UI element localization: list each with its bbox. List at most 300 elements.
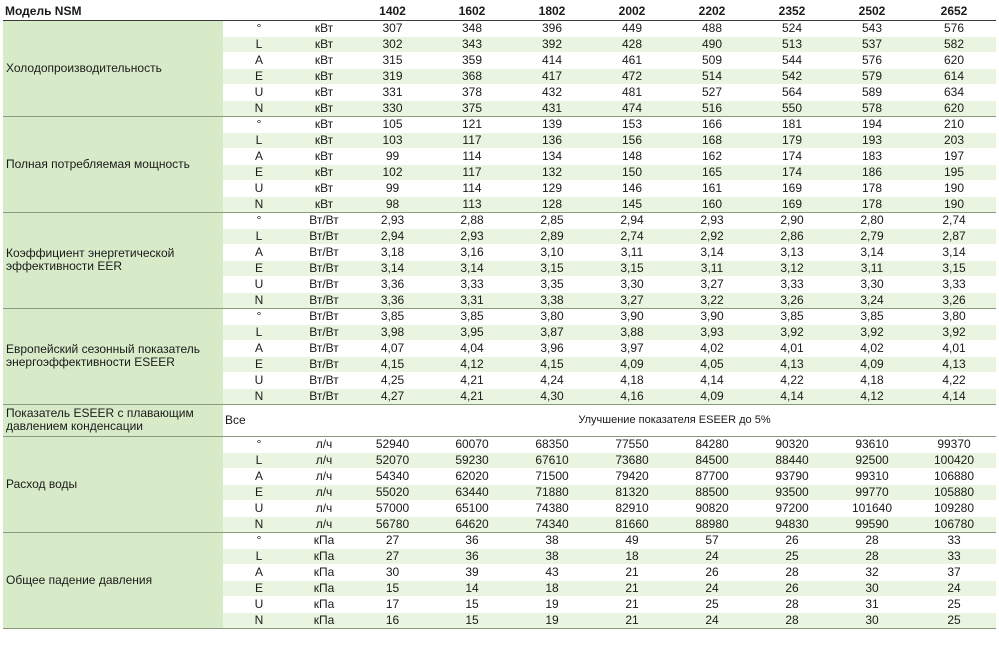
value-cell: 153 (592, 116, 672, 132)
value-cell: 87700 (672, 468, 752, 484)
value-cell: 3,97 (592, 340, 672, 356)
variant-code: ° (223, 532, 295, 548)
value-cell: 3,95 (432, 324, 512, 340)
value-cell: 3,15 (592, 260, 672, 276)
value-cell: 3,36 (353, 276, 432, 292)
model-2352-header: 2352 (752, 3, 832, 20)
variant-code: E (223, 68, 295, 84)
value-cell: 84280 (672, 436, 752, 452)
unit-label: Вт/Вт (295, 324, 353, 340)
value-cell: 145 (592, 196, 672, 212)
table-row (3, 116, 996, 132)
model-2652-header: 2652 (912, 3, 996, 20)
value-cell: 307 (353, 20, 432, 36)
value-cell: 21 (592, 580, 672, 596)
value-cell: 43 (512, 564, 592, 580)
value-cell: 179 (752, 132, 832, 148)
value-cell: 63440 (432, 484, 512, 500)
unit-label: кВт (295, 68, 353, 84)
value-cell: 3,18 (353, 244, 432, 260)
value-cell: 105880 (912, 484, 996, 500)
model-label: Модель NSM (3, 3, 223, 20)
value-cell: 26 (752, 580, 832, 596)
value-cell: 564 (752, 84, 832, 100)
value-cell: 28 (752, 564, 832, 580)
value-cell: 2,93 (353, 212, 432, 228)
value-cell: 36 (432, 548, 512, 564)
value-cell: 417 (512, 68, 592, 84)
value-cell: 114 (432, 148, 512, 164)
variant-code: ° (223, 116, 295, 132)
value-cell: 30 (832, 612, 912, 628)
value-cell: 77550 (592, 436, 672, 452)
value-cell: 194 (832, 116, 912, 132)
value-cell: 3,93 (672, 324, 752, 340)
value-cell: 37 (912, 564, 996, 580)
value-cell: 174 (752, 148, 832, 164)
value-cell: 25 (912, 596, 996, 612)
value-cell: 195 (912, 164, 996, 180)
unit-label: кВт (295, 36, 353, 52)
value-cell: 3,15 (512, 260, 592, 276)
value-cell: 488 (672, 20, 752, 36)
value-cell: 68350 (512, 436, 592, 452)
value-cell: 3,11 (832, 260, 912, 276)
variant-code: U (223, 276, 295, 292)
unit-label: Вт/Вт (295, 372, 353, 388)
table-row (3, 308, 996, 324)
value-cell: 2,79 (832, 228, 912, 244)
unit-label: л/ч (295, 452, 353, 468)
value-cell: 105 (353, 116, 432, 132)
value-cell: 3,26 (912, 292, 996, 308)
value-cell: 4,13 (752, 356, 832, 372)
value-cell: 3,98 (353, 324, 432, 340)
value-cell: 4,22 (912, 372, 996, 388)
unit-label: л/ч (295, 516, 353, 532)
value-cell: 3,87 (512, 324, 592, 340)
value-cell: 4,09 (672, 388, 752, 404)
value-cell: 99310 (832, 468, 912, 484)
value-cell: 24 (672, 612, 752, 628)
value-cell: 26 (752, 532, 832, 548)
unit-label: Вт/Вт (295, 260, 353, 276)
value-cell: 4,25 (353, 372, 432, 388)
value-cell: 161 (672, 180, 752, 196)
parameter-name: Общее падение давления (3, 532, 223, 628)
value-cell: 4,21 (432, 372, 512, 388)
value-cell: 19 (512, 596, 592, 612)
value-cell: 3,31 (432, 292, 512, 308)
value-cell: 71500 (512, 468, 592, 484)
value-cell: 509 (672, 52, 752, 68)
value-cell: 106780 (912, 516, 996, 532)
value-cell: 3,11 (672, 260, 752, 276)
unit-label: л/ч (295, 436, 353, 452)
value-cell: 4,09 (832, 356, 912, 372)
value-cell: 331 (353, 84, 432, 100)
value-cell: 39 (432, 564, 512, 580)
value-cell: 3,13 (752, 244, 832, 260)
value-cell: 150 (592, 164, 672, 180)
value-cell: 92500 (832, 452, 912, 468)
value-cell: 543 (832, 20, 912, 36)
unit-label: кВт (295, 20, 353, 36)
value-cell: 3,30 (832, 276, 912, 292)
value-cell: 28 (752, 596, 832, 612)
variant-code: N (223, 516, 295, 532)
value-cell: 90320 (752, 436, 832, 452)
value-cell: 4,12 (432, 356, 512, 372)
value-cell: 579 (832, 68, 912, 84)
unit-label: кВт (295, 164, 353, 180)
value-cell: 3,14 (432, 260, 512, 276)
model-2502-header: 2502 (832, 3, 912, 20)
value-cell: 24 (672, 548, 752, 564)
value-cell: 84500 (672, 452, 752, 468)
value-cell: 3,14 (353, 260, 432, 276)
value-cell: 2,90 (752, 212, 832, 228)
model-1802-header: 1802 (512, 3, 592, 20)
value-cell: 21 (592, 564, 672, 580)
value-cell: 117 (432, 164, 512, 180)
variant-code: L (223, 548, 295, 564)
value-cell: 4,12 (832, 388, 912, 404)
value-cell: 36 (432, 532, 512, 548)
value-cell: 178 (832, 180, 912, 196)
value-cell: 4,14 (912, 388, 996, 404)
value-cell: 348 (432, 20, 512, 36)
value-cell: 128 (512, 196, 592, 212)
value-cell: 190 (912, 180, 996, 196)
value-cell: 3,92 (832, 324, 912, 340)
value-cell: 181 (752, 116, 832, 132)
value-cell: 60070 (432, 436, 512, 452)
value-cell: 203 (912, 132, 996, 148)
unit-label: кВт (295, 84, 353, 100)
value-cell: 99 (353, 180, 432, 196)
value-cell: 4,18 (832, 372, 912, 388)
value-cell: 4,02 (832, 340, 912, 356)
value-cell: 516 (672, 100, 752, 116)
variant-code: U (223, 180, 295, 196)
improvement-note: Улучшение показателя ESEER до 5% (353, 404, 996, 436)
value-cell: 3,80 (912, 308, 996, 324)
value-cell: 93500 (752, 484, 832, 500)
value-cell: 26 (672, 564, 752, 580)
value-cell: 375 (432, 100, 512, 116)
value-cell: 3,33 (912, 276, 996, 292)
variant-code: N (223, 196, 295, 212)
value-cell: 378 (432, 84, 512, 100)
model-2202-header: 2202 (672, 3, 752, 20)
value-cell: 38 (512, 548, 592, 564)
value-cell: 81320 (592, 484, 672, 500)
value-cell: 368 (432, 68, 512, 84)
value-cell: 3,12 (752, 260, 832, 276)
value-cell: 3,27 (592, 292, 672, 308)
value-cell: 101640 (832, 500, 912, 516)
unit-label: кВт (295, 116, 353, 132)
unit-label: л/ч (295, 468, 353, 484)
variant-code: E (223, 580, 295, 596)
value-cell: 3,24 (832, 292, 912, 308)
value-cell: 146 (592, 180, 672, 196)
value-cell: 4,05 (672, 356, 752, 372)
value-cell: 132 (512, 164, 592, 180)
value-cell: 396 (512, 20, 592, 36)
variant-code: A (223, 468, 295, 484)
value-cell: 490 (672, 36, 752, 52)
spec-table (3, 3, 996, 629)
value-cell: 94830 (752, 516, 832, 532)
value-cell: 71880 (512, 484, 592, 500)
variant-code: U (223, 372, 295, 388)
variant-code: A (223, 148, 295, 164)
value-cell: 4,04 (432, 340, 512, 356)
value-cell: 3,14 (672, 244, 752, 260)
value-cell: 3,33 (752, 276, 832, 292)
unit-label: л/ч (295, 484, 353, 500)
unit-label: кВт (295, 148, 353, 164)
value-cell: 88980 (672, 516, 752, 532)
variant-code: L (223, 228, 295, 244)
value-cell: 4,13 (912, 356, 996, 372)
value-cell: 578 (832, 100, 912, 116)
value-cell: 18 (512, 580, 592, 596)
variant-code: E (223, 164, 295, 180)
value-cell: 139 (512, 116, 592, 132)
unit-label: кВт (295, 180, 353, 196)
value-cell: 74340 (512, 516, 592, 532)
value-cell: 97200 (752, 500, 832, 516)
value-cell: 3,96 (512, 340, 592, 356)
value-cell: 524 (752, 20, 832, 36)
value-cell: 2,85 (512, 212, 592, 228)
model-1402-header: 1402 (353, 3, 432, 20)
unit-label: Вт/Вт (295, 356, 353, 372)
value-cell: 93790 (752, 468, 832, 484)
value-cell: 544 (752, 52, 832, 68)
value-cell: 169 (752, 196, 832, 212)
table-row (3, 532, 996, 548)
variant-code: U (223, 500, 295, 516)
variant-code: N (223, 388, 295, 404)
unit-label: Вт/Вт (295, 244, 353, 260)
value-cell: 134 (512, 148, 592, 164)
value-cell: 190 (912, 196, 996, 212)
variant-code: ° (223, 212, 295, 228)
value-cell: 4,14 (752, 388, 832, 404)
value-cell: 576 (832, 52, 912, 68)
value-cell: 474 (592, 100, 672, 116)
variant-code: L (223, 36, 295, 52)
value-cell: 148 (592, 148, 672, 164)
value-cell: 30 (832, 580, 912, 596)
value-cell: 3,88 (592, 324, 672, 340)
value-cell: 18 (592, 548, 672, 564)
value-cell: 2,93 (672, 212, 752, 228)
value-cell: 414 (512, 52, 592, 68)
value-cell: 527 (672, 84, 752, 100)
value-cell: 3,80 (512, 308, 592, 324)
value-cell: 3,11 (592, 244, 672, 260)
value-cell: 33 (912, 548, 996, 564)
parameter-name: Расход воды (3, 436, 223, 532)
value-cell: 15 (432, 612, 512, 628)
value-cell: 88500 (672, 484, 752, 500)
value-cell: 109280 (912, 500, 996, 516)
value-cell: 3,85 (832, 308, 912, 324)
value-cell: 3,92 (752, 324, 832, 340)
unit-label: кВт (295, 132, 353, 148)
unit-label: Вт/Вт (295, 292, 353, 308)
header-blank (295, 3, 353, 20)
value-cell: 2,94 (353, 228, 432, 244)
value-cell: 103 (353, 132, 432, 148)
value-cell: 79420 (592, 468, 672, 484)
value-cell: 4,21 (432, 388, 512, 404)
unit-label: кВт (295, 100, 353, 116)
value-cell: 4,24 (512, 372, 592, 388)
value-cell: 100420 (912, 452, 996, 468)
variant-code: L (223, 324, 295, 340)
value-cell: 98 (353, 196, 432, 212)
value-cell: 121 (432, 116, 512, 132)
table-row (3, 20, 996, 36)
value-cell: 4,30 (512, 388, 592, 404)
value-cell: 93610 (832, 436, 912, 452)
value-cell: 102 (353, 164, 432, 180)
value-cell: 25 (672, 596, 752, 612)
value-cell: 3,22 (672, 292, 752, 308)
parameter-name: Холодопроизводительность (3, 20, 223, 116)
unit-label: кПа (295, 548, 353, 564)
value-cell: 166 (672, 116, 752, 132)
value-cell: 19 (512, 612, 592, 628)
value-cell: 3,92 (912, 324, 996, 340)
value-cell: 73680 (592, 452, 672, 468)
value-cell: 17 (353, 596, 432, 612)
value-cell: 3,85 (752, 308, 832, 324)
value-cell: 392 (512, 36, 592, 52)
value-cell: 582 (912, 36, 996, 52)
value-cell: 106880 (912, 468, 996, 484)
value-cell: 2,89 (512, 228, 592, 244)
value-cell: 88440 (752, 452, 832, 468)
value-cell: 65100 (432, 500, 512, 516)
value-cell: 537 (832, 36, 912, 52)
value-cell: 162 (672, 148, 752, 164)
value-cell: 461 (592, 52, 672, 68)
table-row-eseer-floating (3, 404, 996, 436)
value-cell: 542 (752, 68, 832, 84)
value-cell: 4,01 (912, 340, 996, 356)
value-cell: 3,90 (592, 308, 672, 324)
value-cell: 4,16 (592, 388, 672, 404)
variant-code: A (223, 340, 295, 356)
value-cell: 3,10 (512, 244, 592, 260)
value-cell: 56780 (353, 516, 432, 532)
value-cell: 62020 (432, 468, 512, 484)
variant-code: E (223, 260, 295, 276)
unit-label: кПа (295, 612, 353, 628)
unit-label: кПа (295, 580, 353, 596)
value-cell: 4,22 (752, 372, 832, 388)
value-cell: 3,85 (353, 308, 432, 324)
value-cell: 25 (752, 548, 832, 564)
value-cell: 3,27 (672, 276, 752, 292)
value-cell: 3,26 (752, 292, 832, 308)
table-row (3, 436, 996, 452)
parameter-name: Коэффициент энергетической эффективности EER (3, 212, 223, 308)
value-cell: 168 (672, 132, 752, 148)
value-cell: 27 (353, 548, 432, 564)
value-cell: 52070 (353, 452, 432, 468)
value-cell: 24 (912, 580, 996, 596)
variant-code: N (223, 100, 295, 116)
value-cell: 32 (832, 564, 912, 580)
value-cell: 129 (512, 180, 592, 196)
value-cell: 431 (512, 100, 592, 116)
unit-label: кВт (295, 196, 353, 212)
value-cell: 2,74 (912, 212, 996, 228)
value-cell: 2,87 (912, 228, 996, 244)
value-cell: 3,14 (912, 244, 996, 260)
value-cell: 59230 (432, 452, 512, 468)
variant-code: E (223, 484, 295, 500)
value-cell: 67610 (512, 452, 592, 468)
variant-code: U (223, 596, 295, 612)
value-cell: 28 (832, 532, 912, 548)
unit-label: кПа (295, 596, 353, 612)
unit-label: Вт/Вт (295, 340, 353, 356)
value-cell: 4,14 (672, 372, 752, 388)
value-cell: 21 (592, 596, 672, 612)
value-cell: 160 (672, 196, 752, 212)
value-cell: 3,16 (432, 244, 512, 260)
value-cell: 81660 (592, 516, 672, 532)
value-cell: 49 (592, 532, 672, 548)
value-cell: 27 (353, 532, 432, 548)
value-cell: 193 (832, 132, 912, 148)
unit-label: кПа (295, 532, 353, 548)
value-cell: 3,35 (512, 276, 592, 292)
value-cell: 54340 (353, 468, 432, 484)
value-cell: 513 (752, 36, 832, 52)
value-cell: 359 (432, 52, 512, 68)
value-cell: 319 (353, 68, 432, 84)
value-cell: 315 (353, 52, 432, 68)
value-cell: 2,74 (592, 228, 672, 244)
value-cell: 15 (432, 596, 512, 612)
parameter-name: Европейский сезонный показатель энергоэффективности ESEER (3, 308, 223, 404)
unit-label: Вт/Вт (295, 308, 353, 324)
variant-code: E (223, 356, 295, 372)
value-cell: 57000 (353, 500, 432, 516)
value-cell: 90820 (672, 500, 752, 516)
value-cell: 74380 (512, 500, 592, 516)
value-cell: 183 (832, 148, 912, 164)
value-cell: 21 (592, 612, 672, 628)
value-cell: 634 (912, 84, 996, 100)
parameter-name: Полная потребляемая мощность (3, 116, 223, 212)
value-cell: 4,27 (353, 388, 432, 404)
value-cell: 57 (672, 532, 752, 548)
variant-code: N (223, 612, 295, 628)
value-cell: 4,18 (592, 372, 672, 388)
value-cell: 186 (832, 164, 912, 180)
